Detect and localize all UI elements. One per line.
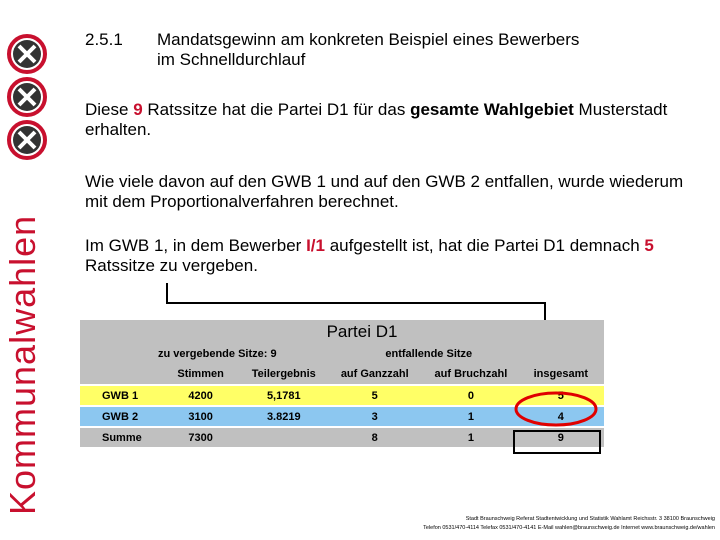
table-row xyxy=(80,406,604,427)
total-seats-value: 9 xyxy=(133,100,143,119)
para1-text3: Musterstadt erhalten. xyxy=(85,100,668,139)
header-cell: auf Bruchzahl xyxy=(424,364,518,385)
table-row xyxy=(80,427,604,447)
bewerber-id: I/1 xyxy=(306,236,325,255)
table-cell: 7300 xyxy=(159,427,242,447)
para1-text2: Ratssitze hat die Partei D1 für das xyxy=(142,100,411,119)
gwb1-seats-value: 5 xyxy=(644,236,654,255)
table-cell: 0 xyxy=(424,385,518,406)
footer-line1: Stadt Braunschweig Referat Stadtentwicklung und Statistik Wahlamt Reichsstr. 3 38100 Braunschweig xyxy=(465,516,715,522)
para1-bold: gesamte Wahlgebiet xyxy=(410,100,574,119)
header-cell: auf Ganzzahl xyxy=(325,364,424,385)
table-cell: 4 xyxy=(518,406,604,427)
group-left-label: zu vergebende Sitze: 9 xyxy=(80,344,325,364)
table-cell: GWB 2 xyxy=(80,406,159,427)
table-group-row xyxy=(80,344,604,364)
table-cell: 9 xyxy=(518,427,604,447)
table-cell: GWB 1 xyxy=(80,385,159,406)
section-title-line1: Mandatsgewinn am konkreten Beispiel eines Bewerbers xyxy=(157,30,580,49)
header-cell: Teilergebnis xyxy=(242,364,325,385)
paragraph-distribution: Wie viele davon auf den GWB 1 und auf den GWB 2 entfallen, wurde wiederum mit dem Proportionalverfahren berechnet. xyxy=(85,172,684,211)
table-cell: 4200 xyxy=(159,385,242,406)
group-right-label: entfallende Sitze xyxy=(325,344,604,364)
table-cell: 8 xyxy=(325,427,424,447)
footer-line2: Telefon 0531/470-4114 Telefax 0531/470-4141 E-Mail wahlen@braunschweig.de Internet www.braunschweig.de/wahlen xyxy=(423,525,715,531)
table-cell: 5 xyxy=(325,385,424,406)
section-title-line2: im Schnelldurchlauf xyxy=(157,50,306,69)
table-header-row xyxy=(80,364,604,385)
seat-table xyxy=(80,320,604,447)
table-cell: 3 xyxy=(325,406,424,427)
table-cell: 1 xyxy=(424,406,518,427)
table-cell: 1 xyxy=(424,427,518,447)
sidebar-title: Kommunalwahlen xyxy=(2,214,43,515)
para1-text1: Diese xyxy=(85,100,134,119)
table-cell: 3100 xyxy=(159,406,242,427)
header-cell xyxy=(80,364,159,385)
para3-text2: aufgestellt ist, hat die Partei D1 demnach xyxy=(324,236,645,255)
table-cell xyxy=(242,427,325,447)
header-cell: insgesamt xyxy=(518,364,604,385)
table-cell: 3.8219 xyxy=(242,406,325,427)
table-cell: 5,1781 xyxy=(242,385,325,406)
para3-text1: Im GWB 1, in dem Bewerber xyxy=(85,236,307,255)
table-row xyxy=(80,385,604,406)
header-cell: Stimmen xyxy=(159,364,242,385)
table-title: Partei D1 xyxy=(80,320,604,344)
table-title-row xyxy=(80,320,604,344)
section-number: 2.5.1 xyxy=(85,30,123,49)
table-cell: 5 xyxy=(518,385,604,406)
table-cell: Summe xyxy=(80,427,159,447)
footer xyxy=(320,515,715,533)
para3-text3: Ratssitze zu vergeben. xyxy=(85,256,258,275)
